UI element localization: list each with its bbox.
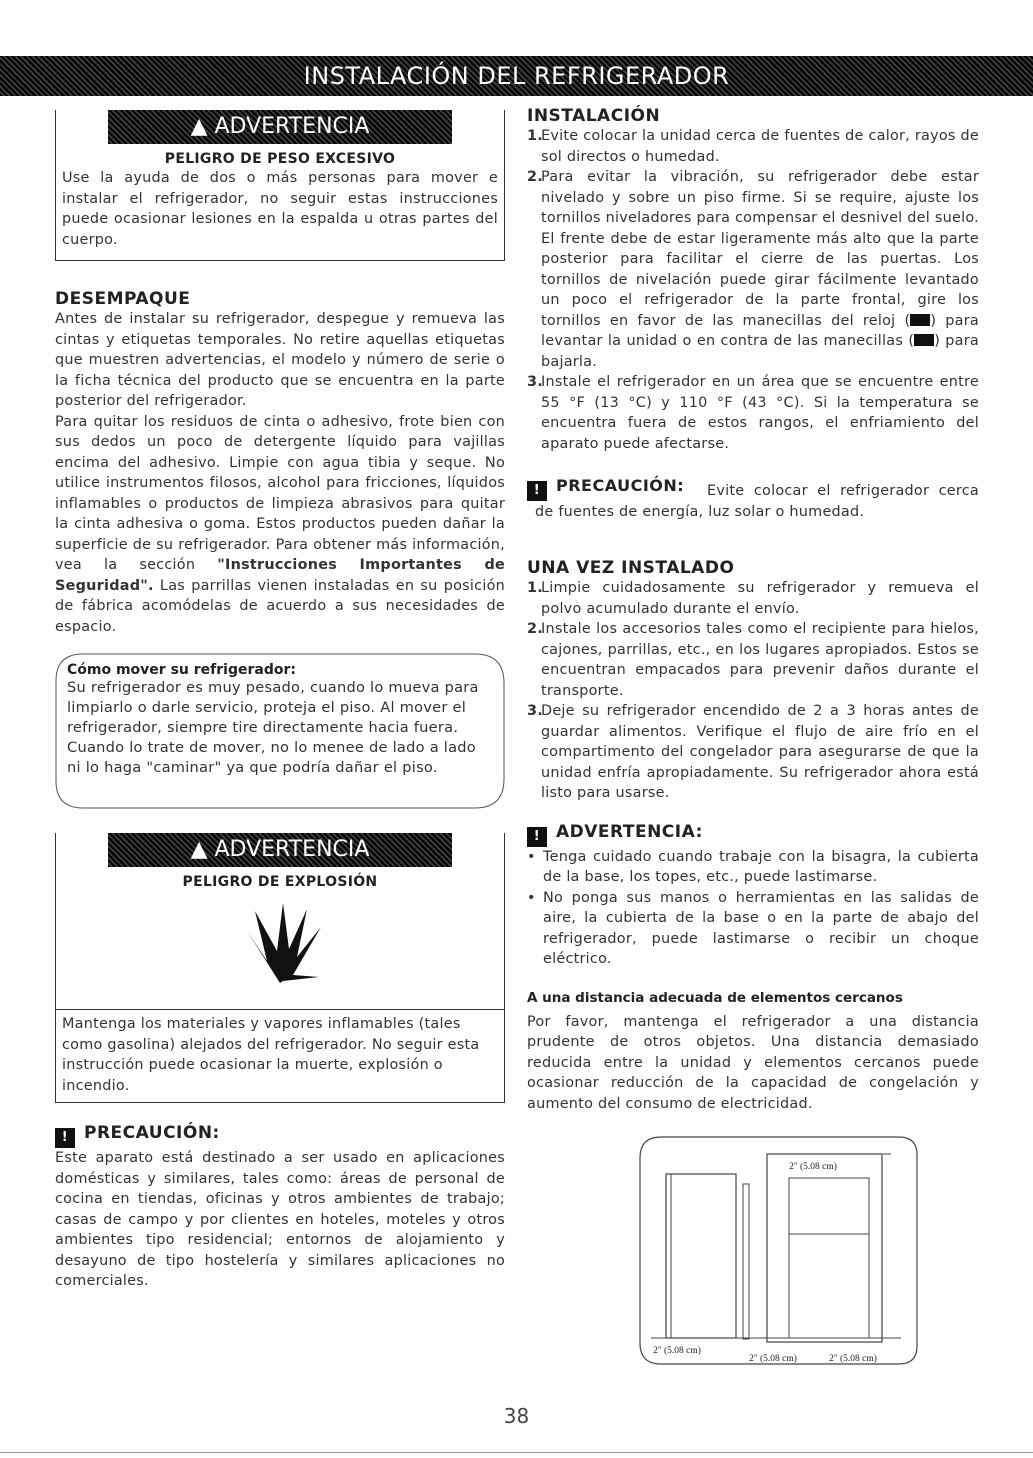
caution-title: PRECAUCIÓN: [556, 476, 685, 495]
desempaque-text-a: Para quitar los residuos de cinta o adhesivo, frote bien con sus dedos un poco de detergente líquido para vajillas encima del adhesivo. Limpie con agua tibia y seque. No utilice instrumentos filosos, alcohol para fricciones, líquidos inflamables o productos de limpieza abrasivos para quitar la cinta adhesiva o goma. Estos productos pueden dañar la superficie de su refrigerador. Para obtener más información, vea la sección [55, 413, 505, 573]
item-number: 3. [527, 703, 543, 719]
caution-block-2 [527, 476, 979, 522]
list-item [527, 126, 979, 167]
bullet: • [527, 889, 536, 906]
warning-banner [108, 110, 452, 144]
weight-warning-box [55, 110, 505, 261]
warning-text: Use la ayuda de dos o más personas para mover e instalar el refrigerador, no seguir estas instrucciones puede ocasionar lesiones en la espalda u otras partes del cuerpo. [62, 170, 498, 248]
list-item [527, 578, 979, 619]
move-note-text: Su refrigerador es muy pesado, cuando lo mueva para limpiarlo o darle servicio, proteja el piso. Al mover el refrigerador, siempre tire directamente hacia fuera. Cuando lo trate de mover, no lo menee de lado a lado ni lo haga "caminar" ya que podría dañar el piso. [67, 679, 479, 776]
item-text-a: Para evitar la vibración, su refrigerador debe estar nivelado y sobre un piso firme. Si se require, ajuste los tornillos niveladores para compensar el desnivel del suelo. El frente debe de estar ligeramente más alto que la parte posterior para facilitar el cierre de las puertas. Los tornillos de nivelación puede girar fácilmente levantado un poco el refrigerador de la parte frontal, gire los tornillos en favor de las manecillas del reloj ( [541, 169, 979, 329]
right-clearance-label: 2" (5.08 cm) [829, 1354, 877, 1364]
item-text: No ponga sus manos o herramientas en las salidas de aire, la cubierta de la base o en la parte de abajo del refrigerador, puede lastimarse o recibir un choque eléctrico. [543, 889, 979, 967]
item-text: Deje su refrigerador encendido de 2 a 3 horas antes de guardar alimentos. Verifique el flujo de aire frío en el compartimento del congelador para asegurarse de que la unidad enfría apropiadamente. Su refrigerador ahora está listo para usarse. [541, 703, 979, 801]
warning-icon: ▲ [190, 114, 208, 139]
list-item [527, 619, 979, 701]
page-number: 38 [503, 1404, 530, 1428]
clockwise-icon [910, 314, 930, 326]
explosion-illustration [56, 891, 504, 1010]
item-text: Limpie cuidadosamente su refrigerador y remueva el polvo acumulado durante el envío. [541, 580, 979, 617]
left-column [55, 110, 505, 1292]
clearance-diagram [639, 1136, 919, 1366]
caution-block [55, 1123, 505, 1292]
mid-clearance-label: 2" (5.08 cm) [749, 1354, 797, 1364]
section-heading-instalacion: INSTALACIÓN [527, 106, 661, 126]
caution-title [55, 1123, 505, 1148]
warning-title-text: ADVERTENCIA: [556, 821, 703, 842]
caution-title-text: PRECAUCIÓN: [84, 1123, 220, 1143]
item-text: Instale el refrigerador en un área que se encuentre entre 55 °F (13 °C) y 110 °F (43 °C). Si la temperatura se encuentra fuera de estos rangos, el enfriamiento del aparato puede afectarse. [541, 374, 979, 452]
top-clearance-label: 2" (5.08 cm) [789, 1162, 837, 1172]
section-heading-desempaque: DESEMPAQUE [55, 289, 191, 309]
desempaque-text-c: Las parrillas vienen instaladas en su posición de fábrica acomódelas de acuerdo a sus necesidades de espacio. [55, 577, 505, 635]
warning-title [527, 822, 979, 847]
bottom-rule [0, 1452, 1033, 1453]
right-column [527, 106, 979, 1366]
item-number: 3. [527, 374, 543, 390]
warning-icon: ! [527, 827, 547, 847]
list-item [527, 888, 979, 970]
item-number: 1. [527, 580, 543, 596]
section-heading-instalado: UNA VEZ INSTALADO [527, 558, 735, 578]
caution-icon: ! [527, 481, 547, 501]
item-text [541, 167, 979, 372]
warning-block-3 [527, 822, 979, 970]
bullet: • [527, 848, 536, 865]
item-text: Tenga cuidado cuando trabaje con la bisagra, la cubierta de la base, los topes, etc., puede lastimarse. [543, 848, 979, 885]
explosion-warning-box [55, 833, 505, 1103]
desempaque-paragraph-1: Antes de instalar su refrigerador, despegue y remueva las cintas y etiquetas temporales. No retire aquellas etiquetas que muestren advertencias, el modelo y número de serie o la ficha técnica del producto que se encuentra en la parte posterior del refrigerador. [55, 311, 505, 409]
item-text-b: ) para levantar la unidad o en contra de las manecillas ( [541, 312, 979, 349]
distance-text: Por favor, mantenga el refrigerador a una distancia prudente de otros objetos. Una distancia demasiado reducida entre la unidad y elementos cercanos puede ocasionar reducción de la capacidad de congelación y aumento del consumo de electricidad. [527, 1013, 979, 1112]
caution-icon: ! [55, 1128, 75, 1148]
warning-list [527, 847, 979, 970]
caution-text: Evite colocar el refrigerador cerca de fuentes de energía, luz solar o humedad. [535, 483, 979, 520]
clearance-drawing [639, 1136, 919, 1366]
list-item [527, 167, 979, 372]
distance-heading: A una distancia adecuada de elementos cercanos [527, 989, 903, 1006]
item-number: 1. [527, 128, 543, 144]
counterclockwise-icon [914, 334, 934, 346]
installation-list [527, 126, 979, 454]
warning-title: ADVERTENCIA [214, 114, 370, 139]
list-item [527, 701, 979, 804]
desempaque-paragraph-2 [55, 412, 505, 638]
move-note-title: Cómo mover su refrigerador: [67, 662, 296, 678]
move-note-box [55, 653, 505, 809]
warning-title: ADVERTENCIA [214, 837, 370, 862]
item-number: 2. [527, 621, 543, 637]
explosion-icon [225, 891, 335, 1001]
warning-banner [108, 833, 452, 867]
after-install-list [527, 578, 979, 804]
item-text: Evite colocar la unidad cerca de fuentes de calor, rayos de sol directos o humedad. [541, 128, 979, 165]
warning-subtitle: PELIGRO DE EXPLOSIÓN [182, 874, 378, 890]
page-header [0, 56, 1033, 96]
list-item [527, 847, 979, 888]
item-number: 2. [527, 169, 543, 185]
warning-subtitle: PELIGRO DE PESO EXCESIVO [164, 151, 396, 167]
left-clearance-label: 2" (5.08 cm) [653, 1346, 701, 1356]
safety-reference: "Instrucciones Importantes de Seguridad". [55, 557, 506, 594]
warning-icon: ▲ [190, 837, 208, 862]
item-text-c: ) para bajarla. [541, 333, 979, 370]
caution-text: Este aparato está destinado a ser usado en aplicaciones domésticas y similares, tales como: áreas de personal de cocina en tiendas, oficinas y otros ambientes de trabajo; casas de campo y por clientes en hoteles, moteles y otros ambientes tipo residencial; entornos de alojamiento y desayuno de tipo hostelería y similares aplicaciones no comerciales. [55, 1150, 505, 1289]
page-title: INSTALACIÓN DEL REFRIGERADOR [303, 62, 730, 90]
warning-text: Mantenga los materiales y vapores inflamables (tales como gasolina) alejados del refrigerador. No seguir esta instrucción puede ocasionar la muerte, explosión o incendio. [62, 1016, 480, 1094]
list-item [527, 372, 979, 454]
item-text: Instale los accesorios tales como el recipiente para hielos, cajones, parrillas, etc., en los lugares apropiados. Estos se encuentran empacados para prevenir daños durante el transporte. [541, 621, 979, 699]
